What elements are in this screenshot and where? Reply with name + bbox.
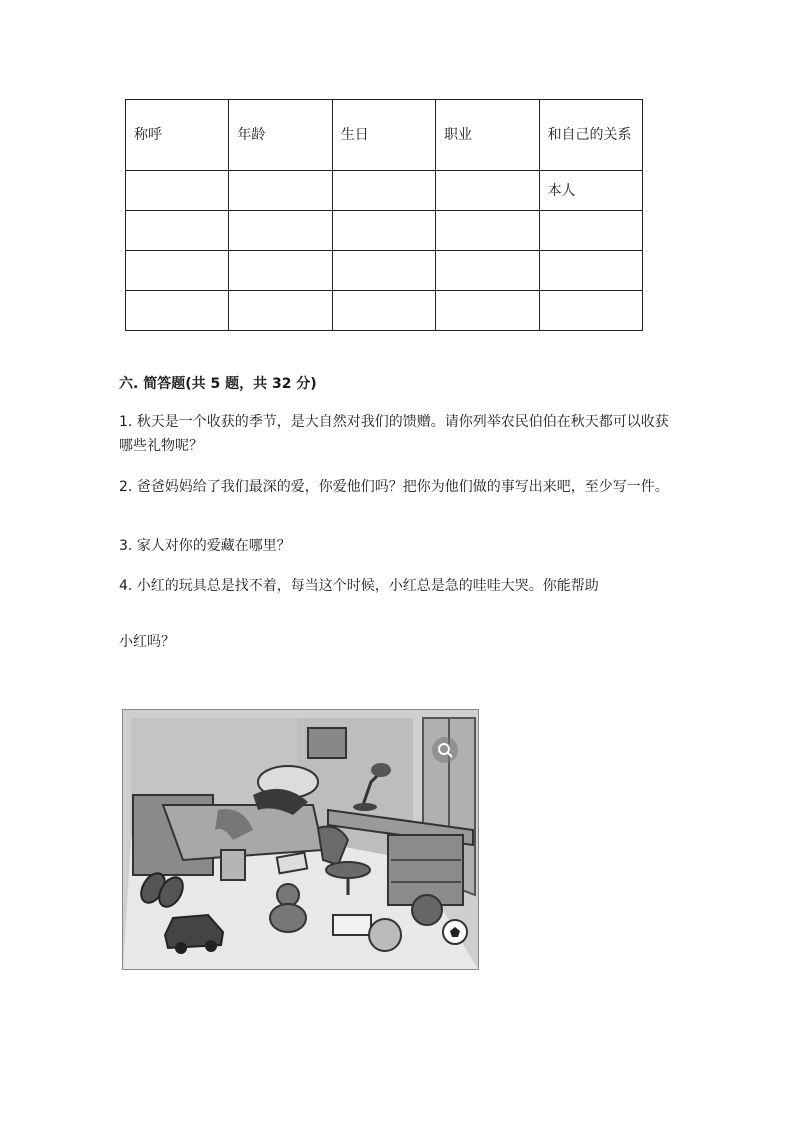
table-cell xyxy=(539,291,642,331)
desk-lamp-base xyxy=(353,803,377,811)
question-3: 3. 家人对你的爱藏在哪里？ xyxy=(119,538,291,554)
header-cell-birthday: 生日 xyxy=(332,100,435,171)
office-chair-seat xyxy=(326,862,370,878)
book xyxy=(277,853,307,874)
header-cell-title: 称呼 xyxy=(126,100,229,171)
zoom-icon[interactable] xyxy=(432,737,458,763)
beach-ball xyxy=(369,919,401,951)
table-row xyxy=(126,251,643,291)
teddy-bear-body xyxy=(270,904,306,932)
table-cell xyxy=(126,291,229,331)
question-4: 4. 小红的玩具总是找不着，每当这个时候，小红总是急的哇哇大哭。你能帮助 xyxy=(119,578,599,594)
table-cell xyxy=(436,291,539,331)
table-cell xyxy=(539,251,642,291)
table-cell xyxy=(332,211,435,251)
table-row xyxy=(126,171,643,211)
table-cell xyxy=(126,211,229,251)
table-cell xyxy=(126,171,229,211)
header-cell-job: 职业 xyxy=(436,100,539,171)
header-cell-relation: 和自己的关系 xyxy=(539,100,642,171)
table-cell xyxy=(436,171,539,211)
zoom-icon-svg xyxy=(432,737,458,763)
header-cell-age: 年龄 xyxy=(229,100,332,171)
basketball xyxy=(412,895,442,925)
table-cell xyxy=(126,251,229,291)
table-cell xyxy=(229,171,332,211)
table-cell xyxy=(229,251,332,291)
table-cell xyxy=(436,251,539,291)
messy-bedroom-illustration xyxy=(122,709,479,970)
toy-car-wheel xyxy=(205,940,217,952)
question-2: 2. 爸爸妈妈给了我们最深的爱，你爱他们吗？把你为他们做的事写出来吧，至少写一件。 xyxy=(119,479,669,495)
table-cell xyxy=(332,291,435,331)
table-header-row xyxy=(126,100,643,171)
question-1: 1. 秋天是一个收获的季节，是大自然对我们的馈赠。请你列举农民伯伯在秋天都可以收获哪些礼物呢？ xyxy=(119,414,669,454)
open-book xyxy=(333,915,371,935)
bedroom-scene-svg xyxy=(123,710,478,969)
table-cell xyxy=(229,291,332,331)
family-info-table xyxy=(125,99,643,331)
table-cell xyxy=(332,171,435,211)
small-chair xyxy=(221,850,245,880)
toy-car-wheel xyxy=(175,942,187,954)
section-title: 六. 简答题(共 5 题，共 32 分) xyxy=(119,376,317,392)
wall-picture xyxy=(308,728,346,758)
desk-lamp-head xyxy=(371,763,391,777)
table-cell xyxy=(229,211,332,251)
table-row xyxy=(126,211,643,251)
teddy-bear-head xyxy=(277,884,299,906)
table-cell xyxy=(539,211,642,251)
question-4-continued: 小红吗？ xyxy=(119,634,175,650)
table-cell xyxy=(332,251,435,291)
table-row xyxy=(126,291,643,331)
table-cell xyxy=(436,211,539,251)
table-cell: 本人 xyxy=(539,171,642,211)
